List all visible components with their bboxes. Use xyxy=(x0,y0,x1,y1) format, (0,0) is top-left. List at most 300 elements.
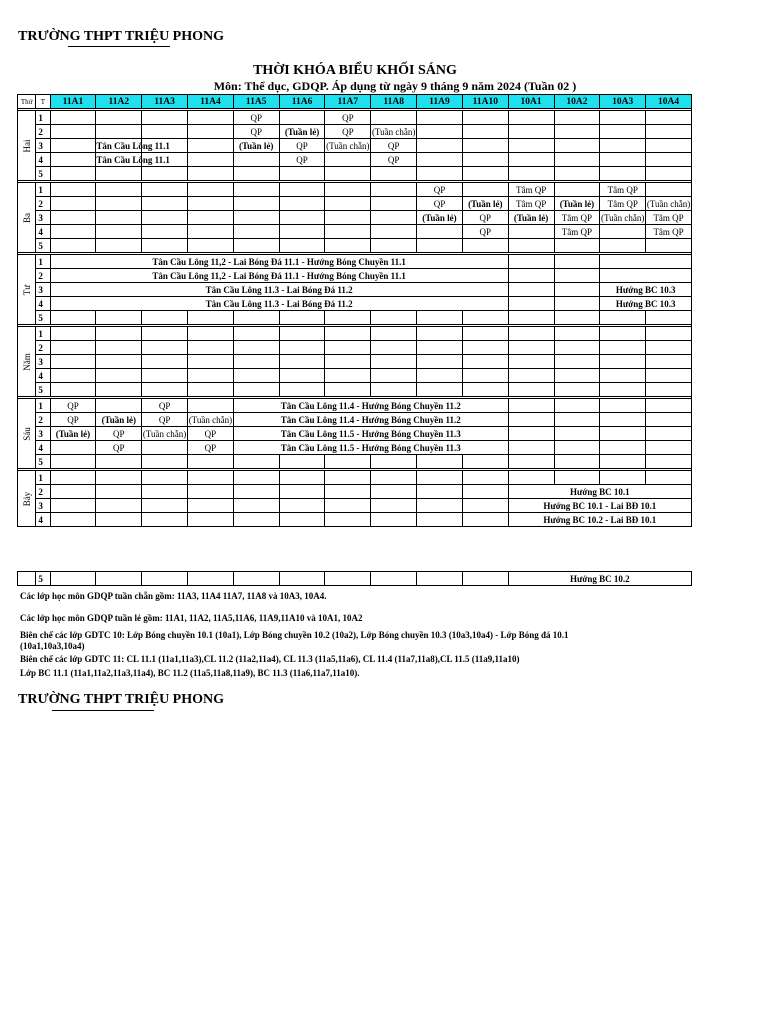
period-number: 4 xyxy=(36,153,50,167)
timetable-cell: QP xyxy=(233,111,279,125)
timetable-cell xyxy=(325,383,371,397)
timetable-cell xyxy=(233,513,279,527)
timetable-cell xyxy=(417,383,463,397)
timetable-cell xyxy=(417,485,463,499)
timetable-cell xyxy=(508,225,554,239)
timetable-cell xyxy=(188,471,234,485)
class-header-11a9: 11A9 xyxy=(417,95,463,109)
timetable-cell xyxy=(417,513,463,527)
timetable-cell xyxy=(50,197,96,211)
timetable-cell xyxy=(279,383,325,397)
timetable-cell xyxy=(142,183,188,197)
timetable-cell xyxy=(417,225,463,239)
timetable-cell xyxy=(233,183,279,197)
period-number: 1 xyxy=(36,183,50,197)
timetable-grid xyxy=(17,94,692,527)
timetable-cell: QP xyxy=(50,399,96,413)
timetable-cell xyxy=(233,153,279,167)
timetable-cell xyxy=(279,471,325,485)
timetable-cell xyxy=(462,239,508,253)
period-number: 1 xyxy=(36,255,50,269)
header-row xyxy=(18,95,692,109)
timetable-cell xyxy=(279,225,325,239)
timetable-cell xyxy=(600,383,646,397)
table-row xyxy=(18,111,692,125)
timetable-cell xyxy=(325,513,371,527)
timetable-cell xyxy=(96,327,142,341)
timetable-cell: Tân Cầu Lông 11.1 xyxy=(96,154,170,165)
timetable-cell xyxy=(279,499,325,513)
timetable-cell xyxy=(50,311,96,325)
timetable-cell xyxy=(142,441,188,455)
table-row xyxy=(18,125,692,139)
timetable-cell xyxy=(96,513,142,527)
timetable-cell xyxy=(600,455,646,469)
timetable-cell xyxy=(508,441,554,455)
timetable-cell xyxy=(142,197,188,211)
day-name: Năm xyxy=(21,352,32,371)
timetable-cell xyxy=(50,239,96,253)
timetable-cell xyxy=(50,327,96,341)
class-header-10a3: 10A3 xyxy=(600,95,646,109)
timetable-cell: QP xyxy=(279,153,325,167)
timetable-cell xyxy=(508,255,554,269)
timetable-cell xyxy=(646,399,692,413)
note-gdtc-10: Biên chế các lớp GDTC 10: Lớp Bóng chuyền 10.1 (10a1), Lớp Bóng chuyền 10.2 (10a2), Lớp Bóng chuyền 10.3 (10a3,10a4) - Lớp Bóng đá 10.1 xyxy=(20,630,569,640)
timetable-cell xyxy=(508,139,554,153)
timetable-cell xyxy=(142,383,188,397)
class-header-11a3: 11A3 xyxy=(142,95,188,109)
day-name: Hai xyxy=(21,139,32,152)
timetable-cell xyxy=(417,139,463,153)
table-row xyxy=(18,355,692,369)
timetable-cell: QP xyxy=(371,153,417,167)
class-header-11a10: 11A10 xyxy=(462,95,508,109)
timetable-cell: QP xyxy=(325,111,371,125)
timetable-cell xyxy=(646,369,692,383)
timetable-cell xyxy=(371,183,417,197)
timetable-cell xyxy=(462,455,508,469)
timetable-cell xyxy=(50,139,96,153)
period-number: 4 xyxy=(36,369,50,383)
timetable-cell xyxy=(417,153,463,167)
timetable-cell xyxy=(554,413,600,427)
timetable-cell xyxy=(142,341,188,355)
merged-activity-cell-right xyxy=(600,269,692,283)
timetable-cell xyxy=(646,355,692,369)
timetable-subtitle: Môn: Thể dục, GDQP. Áp dụng từ ngày 9 tháng 9 năm 2024 (Tuần 02 ) xyxy=(213,79,577,93)
timetable-cell xyxy=(188,455,234,469)
merged-activity-cell-right: Hướng BC 10.1 - Lai BĐ 10.1 xyxy=(508,499,691,513)
timetable-cell xyxy=(233,239,279,253)
timetable-cell: Tâm QP xyxy=(508,197,554,211)
school-name-bottom: TRƯỜNG THPT TRIỆU PHONG xyxy=(18,692,225,707)
class-header-10a1: 10A1 xyxy=(508,95,554,109)
table-row xyxy=(18,211,692,225)
timetable-cell xyxy=(508,413,554,427)
timetable-cell xyxy=(325,341,371,355)
table-row xyxy=(18,311,692,325)
timetable-cell xyxy=(554,283,600,297)
timetable-cell xyxy=(233,211,279,225)
timetable-cell xyxy=(371,499,417,513)
note-gdtc-11: Biên chế các lớp GDTC 11: CL 11.1 (11a1,11a3),CL 11.2 (11a2,11a4), CL 11.3 (11a5,11a6), CL 11.4 (11a7,11a8),CL 11.5 (11a9,11a10) xyxy=(20,654,520,664)
timetable-cell xyxy=(50,183,96,197)
timetable-cell xyxy=(96,167,142,181)
period-number: 4 xyxy=(36,441,50,455)
timetable-cell xyxy=(279,341,325,355)
period-number: 1 xyxy=(36,111,50,125)
timetable-cell: Tâm QP xyxy=(646,225,692,239)
timetable-cell xyxy=(554,255,600,269)
timetable-cell: (Tuần lẻ) xyxy=(554,197,600,211)
timetable-cell xyxy=(417,239,463,253)
timetable-cell xyxy=(96,211,142,225)
timetable-cell: QP xyxy=(50,413,96,427)
timetable-cell xyxy=(600,427,646,441)
day-label-cell xyxy=(18,183,36,253)
timetable-cell xyxy=(233,471,279,485)
timetable-cell xyxy=(188,311,234,325)
timetable-cell xyxy=(646,327,692,341)
timetable-cell xyxy=(417,125,463,139)
timetable-cell xyxy=(142,239,188,253)
timetable-cell: QP xyxy=(142,399,188,413)
day-name: Ba xyxy=(21,212,32,223)
timetable-cell xyxy=(188,513,234,527)
timetable-cell xyxy=(325,455,371,469)
timetable-cell xyxy=(96,225,142,239)
timetable-cell xyxy=(554,383,600,397)
timetable-cell xyxy=(325,327,371,341)
table-row xyxy=(18,572,692,586)
timetable-cell xyxy=(646,311,692,325)
period-number: 1 xyxy=(36,471,50,485)
timetable-title: THỜI KHÓA BIỂU KHỐI SÁNG xyxy=(253,63,457,78)
timetable-cell xyxy=(600,441,646,455)
timetable-cell xyxy=(233,341,279,355)
timetable-cell xyxy=(508,471,554,485)
table-row xyxy=(18,513,692,527)
class-header-10a2: 10A2 xyxy=(554,95,600,109)
school-name-top: TRƯỜNG THPT TRIỆU PHONG xyxy=(18,29,225,44)
timetable-cell xyxy=(279,197,325,211)
timetable-cell xyxy=(508,283,554,297)
timetable-cell xyxy=(600,413,646,427)
period-number: 4 xyxy=(36,297,50,311)
timetable-cell xyxy=(279,183,325,197)
note-even-week: Các lớp học môn GDQP tuần chẵn gồm: 11A3, 11A4 11A7, 11A8 và 10A3, 10A4. xyxy=(20,591,327,601)
timetable-cell xyxy=(462,471,508,485)
class-header-11a5: 11A5 xyxy=(233,95,279,109)
timetable-cell xyxy=(508,327,554,341)
timetable-cell xyxy=(417,311,463,325)
timetable-cell xyxy=(142,327,188,341)
timetable-cell xyxy=(325,485,371,499)
day-label-cell xyxy=(18,255,36,325)
timetable-cell xyxy=(96,499,142,513)
timetable-cell xyxy=(233,225,279,239)
table-row xyxy=(18,255,692,269)
timetable-cell xyxy=(50,125,96,139)
timetable-cell xyxy=(371,513,417,527)
period-number: 5 xyxy=(36,572,50,586)
timetable-cell xyxy=(142,125,188,139)
timetable-cell xyxy=(188,111,234,125)
period-number: 2 xyxy=(36,197,50,211)
timetable-cell xyxy=(279,111,325,125)
timetable-cell xyxy=(279,485,325,499)
timetable-cell: Tâm QP xyxy=(600,183,646,197)
timetable-cell xyxy=(417,355,463,369)
note-gdtc-10-cont: (10a1,10a3,10a4) xyxy=(20,641,85,651)
timetable-cell xyxy=(508,125,554,139)
period-number: 2 xyxy=(36,485,50,499)
class-header-11a7: 11A7 xyxy=(325,95,371,109)
timetable-cell xyxy=(325,369,371,383)
timetable-cell xyxy=(600,369,646,383)
timetable-cell xyxy=(371,455,417,469)
timetable-cell xyxy=(554,327,600,341)
table-row xyxy=(18,455,692,469)
timetable-cell xyxy=(50,167,96,181)
timetable-cell xyxy=(142,167,188,181)
day-name: Sáu xyxy=(21,426,32,441)
timetable-cell xyxy=(188,167,234,181)
period-number: 5 xyxy=(36,455,50,469)
table-row xyxy=(18,297,692,311)
timetable-cell xyxy=(371,572,417,586)
merged-activity-cell: Tân Cầu Lông 11.4 - Hướng Bóng Chuyền 11.2 xyxy=(233,399,508,413)
timetable-cell xyxy=(96,111,142,125)
timetable-cell: (Tuần chẵn) xyxy=(371,126,416,137)
timetable-cell xyxy=(142,355,188,369)
timetable-cell xyxy=(600,471,646,485)
timetable-cell xyxy=(417,341,463,355)
timetable-cell xyxy=(188,183,234,197)
timetable-cell xyxy=(188,225,234,239)
timetable-cell xyxy=(554,311,600,325)
period-number: 5 xyxy=(36,311,50,325)
timetable-cell xyxy=(646,383,692,397)
timetable-cell xyxy=(646,125,692,139)
timetable-cell xyxy=(233,572,279,586)
table-row xyxy=(18,183,692,197)
timetable-cell xyxy=(96,125,142,139)
timetable-cell xyxy=(508,153,554,167)
timetable-cell xyxy=(371,369,417,383)
timetable-cell: QP xyxy=(142,413,188,427)
table-row xyxy=(18,427,692,441)
timetable-cell xyxy=(554,427,600,441)
timetable-cell xyxy=(371,211,417,225)
timetable-cell xyxy=(188,499,234,513)
table-row xyxy=(18,399,692,413)
timetable-cell: QP xyxy=(462,225,508,239)
timetable-cell xyxy=(50,513,96,527)
timetable-cell xyxy=(600,153,646,167)
timetable-cell xyxy=(325,225,371,239)
timetable-cell xyxy=(508,239,554,253)
class-header-11a8: 11A8 xyxy=(371,95,417,109)
merged-activity-cell: Tân Cầu Lông 11,2 - Lai Bóng Đá 11.1 - Hướng Bóng Chuyền 11.1 xyxy=(50,269,508,283)
timetable-cell xyxy=(462,499,508,513)
timetable-cell xyxy=(188,355,234,369)
period-number: 3 xyxy=(36,211,50,225)
timetable-cell xyxy=(554,111,600,125)
timetable-cell xyxy=(646,139,692,153)
timetable-cell xyxy=(188,327,234,341)
table-row xyxy=(18,197,692,211)
timetable-cell: (Tuần chẵn) xyxy=(326,140,370,151)
table-row xyxy=(18,269,692,283)
timetable-cell xyxy=(325,211,371,225)
timetable-cell xyxy=(96,311,142,325)
period-number: 3 xyxy=(36,283,50,297)
timetable-cell xyxy=(142,513,188,527)
timetable-cell xyxy=(508,455,554,469)
timetable-cell xyxy=(508,369,554,383)
class-header-11a6: 11A6 xyxy=(279,95,325,109)
timetable-cell xyxy=(233,369,279,383)
timetable-cell xyxy=(646,341,692,355)
timetable-cell: QP xyxy=(371,139,417,153)
timetable-cell xyxy=(188,369,234,383)
timetable-cell xyxy=(279,572,325,586)
timetable-cell xyxy=(233,455,279,469)
timetable-cell xyxy=(371,383,417,397)
timetable-cell xyxy=(188,572,234,586)
timetable-cell xyxy=(554,369,600,383)
timetable-cell: QP xyxy=(279,139,325,153)
period-number: 5 xyxy=(36,239,50,253)
timetable-cell xyxy=(188,399,234,413)
period-header: T xyxy=(36,95,50,109)
merged-activity-cell: Tân Cầu Lông 11.5 - Hướng Bóng Chuyền 11.3 xyxy=(233,441,508,455)
timetable-cell xyxy=(279,455,325,469)
timetable-cell xyxy=(142,111,188,125)
timetable-cell xyxy=(279,167,325,181)
timetable-cell xyxy=(508,355,554,369)
timetable-cell xyxy=(371,311,417,325)
merged-activity-cell: Tân Cầu Lông 11.3 - Lai Bóng Đá 11.2 xyxy=(50,297,508,311)
timetable-cell xyxy=(371,167,417,181)
table-row xyxy=(18,413,692,427)
timetable-cell xyxy=(417,167,463,181)
timetable-cell xyxy=(508,311,554,325)
timetable-cell xyxy=(279,327,325,341)
day-label-cell xyxy=(18,471,36,527)
timetable-cell xyxy=(508,167,554,181)
day-name: Bảy xyxy=(21,491,32,506)
timetable-cell xyxy=(142,572,188,586)
timetable-cell xyxy=(646,111,692,125)
timetable-cell xyxy=(646,183,692,197)
timetable-cell xyxy=(279,513,325,527)
timetable-cell xyxy=(96,369,142,383)
timetable-cell xyxy=(325,167,371,181)
timetable-cell xyxy=(417,111,463,125)
timetable-cell xyxy=(646,471,692,485)
timetable-cell xyxy=(462,513,508,527)
timetable-cell xyxy=(279,369,325,383)
timetable-cell: (Tuần lẻ) xyxy=(96,413,142,427)
period-number: 3 xyxy=(36,499,50,513)
timetable-cell xyxy=(188,153,234,167)
timetable-cell xyxy=(462,183,508,197)
period-number: 2 xyxy=(36,269,50,283)
timetable-cell xyxy=(233,167,279,181)
day-label-cell xyxy=(18,327,36,397)
timetable-cell xyxy=(279,311,325,325)
timetable-cell xyxy=(554,125,600,139)
timetable-cell xyxy=(600,355,646,369)
timetable-cell xyxy=(233,355,279,369)
timetable-cell xyxy=(600,139,646,153)
extra-row-table xyxy=(17,571,692,586)
timetable-cell: QP xyxy=(188,441,234,455)
timetable-cell xyxy=(325,183,371,197)
timetable-cell xyxy=(417,455,463,469)
timetable-cell: Tân Cầu Lông 11.1 xyxy=(96,140,170,151)
timetable-cell xyxy=(462,485,508,499)
period-number: 4 xyxy=(36,513,50,527)
timetable-cell xyxy=(508,269,554,283)
timetable-cell xyxy=(50,572,96,586)
timetable-cell xyxy=(188,239,234,253)
timetable-cell xyxy=(646,167,692,181)
timetable-cell: QP xyxy=(417,183,463,197)
timetable-cell xyxy=(325,499,371,513)
table-row xyxy=(18,283,692,297)
timetable-cell xyxy=(371,327,417,341)
timetable-cell xyxy=(96,572,142,586)
timetable-cell xyxy=(142,499,188,513)
timetable-cell xyxy=(371,197,417,211)
table-row xyxy=(18,383,692,397)
timetable-cell xyxy=(600,341,646,355)
timetable-cell xyxy=(325,197,371,211)
timetable-cell xyxy=(646,239,692,253)
timetable-cell xyxy=(554,355,600,369)
timetable-cell xyxy=(325,239,371,253)
timetable-cell xyxy=(554,341,600,355)
timetable-cell xyxy=(462,355,508,369)
table-row xyxy=(18,441,692,455)
timetable-cell xyxy=(50,441,96,455)
merged-activity-cell: Tân Cầu Lông 11.4 - Hướng Bóng Chuyền 11.2 xyxy=(233,413,508,427)
timetable-cell xyxy=(646,413,692,427)
timetable-cell: (Tuần chẵn) xyxy=(142,428,187,439)
timetable-cell xyxy=(142,485,188,499)
day-label-cell xyxy=(18,399,36,469)
timetable-cell xyxy=(600,225,646,239)
school-underline-top xyxy=(68,46,170,47)
table-row xyxy=(18,499,692,513)
timetable-cell xyxy=(233,485,279,499)
timetable-cell: QP xyxy=(96,441,142,455)
timetable-cell xyxy=(646,427,692,441)
timetable-cell xyxy=(646,441,692,455)
timetable-cell xyxy=(142,455,188,469)
timetable-cell xyxy=(554,153,600,167)
timetable-cell xyxy=(188,383,234,397)
timetable-cell xyxy=(646,455,692,469)
period-number: 2 xyxy=(36,341,50,355)
timetable-cell: QP xyxy=(96,427,142,441)
timetable-cell xyxy=(188,125,234,139)
merged-activity-cell: Tân Cầu Lông 11.3 - Lai Bóng Đá 11.2 xyxy=(50,283,508,297)
